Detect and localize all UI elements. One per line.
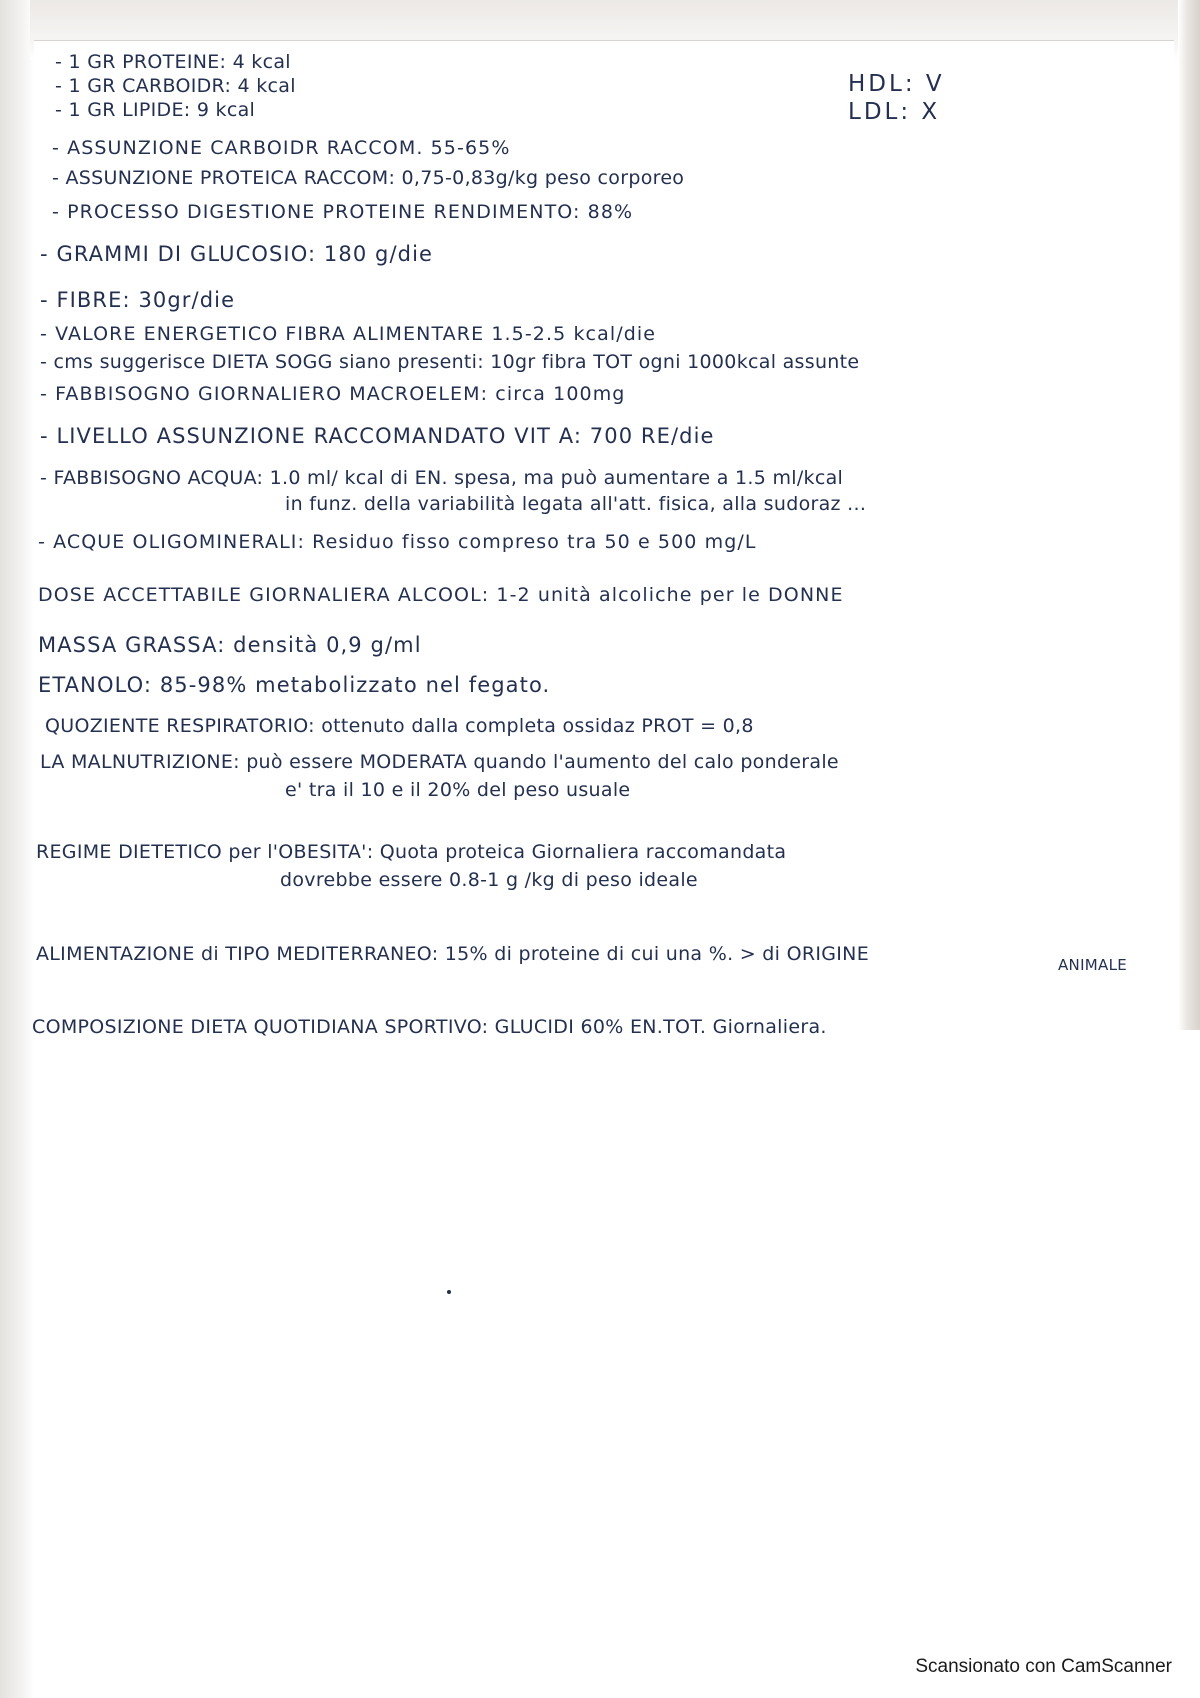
note-line-obesity-diet: REGIME DIETETICO per l'OBESITA': Quota proteica Giornaliera raccomandata: [36, 841, 787, 863]
note-line-ethanol: ETANOLO: 85-98% metabolizzato nel fegato.: [38, 673, 551, 697]
note-line-protein-intake: - ASSUNZIONE PROTEICA RACCOM: 0,75-0,83g/kg peso corporeo: [52, 167, 685, 189]
scan-left-shadow: [0, 0, 34, 1698]
note-line-mediterranean-diet-cont: ANIMALE: [1058, 956, 1128, 974]
note-line-fibre-suggestion: - cms suggerisce DIETA SOGG siano presenti: 10gr fibra TOT ogni 1000kcal assunte: [40, 351, 860, 373]
note-line-mineral-water: - ACQUE OLIGOMINERALI: Residuo fisso compreso tra 50 e 500 mg/L: [38, 531, 757, 553]
note-line-sports-diet: COMPOSIZIONE DIETA QUOTIDIANA SPORTIVO: GLUCIDI 60% EN.TOT. Giornaliera.: [32, 1016, 827, 1038]
note-line-lipid-kcal: - 1 GR LIPIDE: 9 kcal: [55, 99, 256, 121]
note-line-mediterranean-diet: ALIMENTAZIONE di TIPO MEDITERRANEO: 15% di proteine di cui una %. > di ORIGINE: [36, 943, 869, 965]
note-line-water-need-cont: in funz. della variabilità legata all'att. fisica, alla sudoraz ...: [285, 493, 867, 515]
note-line-obesity-diet-cont: dovrebbe essere 0.8-1 g /kg di peso ideale: [280, 869, 698, 891]
note-line-fat-mass: MASSA GRASSA: densità 0,9 g/ml: [38, 633, 422, 657]
note-line-alcohol: DOSE ACCETTABILE GIORNALIERA ALCOOL: 1-2 unità alcoliche per le DONNE: [38, 584, 844, 606]
note-line-malnutrition: LA MALNUTRIZIONE: può essere MODERATA quando l'aumento del calo ponderale: [40, 751, 839, 773]
note-line-vitamin-a: - LIVELLO ASSUNZIONE RACCOMANDATO VIT A: 700 RE/die: [40, 424, 715, 448]
note-line-protein-digestion: - PROCESSO DIGESTIONE PROTEINE RENDIMENTO: 88%: [52, 201, 634, 223]
note-line-fibre: - FIBRE: 30gr/die: [40, 288, 236, 312]
scanner-watermark: Scansionato con CamScanner: [915, 1656, 1172, 1677]
note-line-respiratory-quotient: QUOZIENTE RESPIRATORIO: ottenuto dalla completa ossidaz PROT = 0,8: [45, 715, 754, 737]
note-line-carb-intake: - ASSUNZIONE CARBOIDR RACCOM. 55-65%: [52, 137, 511, 159]
scan-right-edge: [1178, 0, 1200, 1030]
note-ldl: LDL: X: [848, 99, 941, 125]
note-line-protein-kcal: - 1 GR PROTEINE: 4 kcal: [55, 51, 291, 73]
note-line-carb-kcal: - 1 GR CARBOIDR: 4 kcal: [55, 75, 296, 97]
note-line-malnutrition-cont: e' tra il 10 e il 20% del peso usuale: [285, 779, 631, 801]
note-hdl: HDL: V: [848, 71, 945, 97]
note-line-macroelements: - FABBISOGNO GIORNALIERO MACROELEM: circa 100mg: [40, 383, 626, 405]
note-line-water-need: - FABBISOGNO ACQUA: 1.0 ml/ kcal di EN. spesa, ma può aumentare a 1.5 ml/kcal: [40, 467, 844, 489]
note-line-fibre-energy: - VALORE ENERGETICO FIBRA ALIMENTARE 1.5-2.5 kcal/die: [40, 323, 657, 345]
stray-ink-dot: [447, 1290, 451, 1294]
note-line-glucose: - GRAMMI DI GLUCOSIO: 180 g/die: [40, 242, 434, 266]
